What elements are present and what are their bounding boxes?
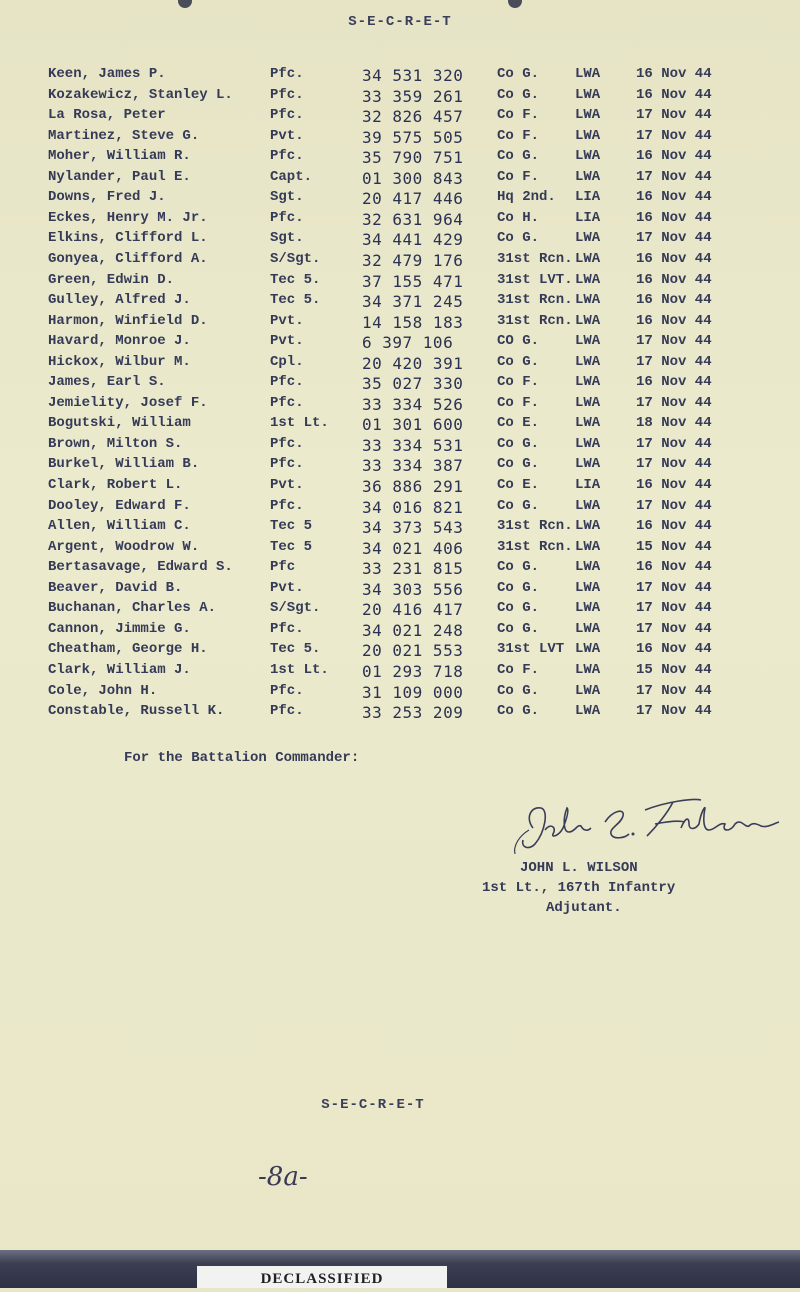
casualty-status: LWA xyxy=(575,86,601,103)
casualty-date: 17 Nov 44 xyxy=(636,682,712,699)
rank: Pfc xyxy=(270,559,296,576)
roster-row xyxy=(0,436,800,456)
casualty-status: LWA xyxy=(575,394,601,411)
casualty-date: 16 Nov 44 xyxy=(636,148,712,165)
person-name: Cannon, Jimmie G. xyxy=(48,620,191,637)
rank: Tec 5. xyxy=(270,271,321,288)
roster-row xyxy=(0,128,800,148)
roster-row xyxy=(0,539,800,559)
casualty-status: LWA xyxy=(575,374,601,391)
serial-number: 34 531 320 xyxy=(362,66,464,85)
casualty-date: 17 Nov 44 xyxy=(636,107,712,124)
casualty-status: LWA xyxy=(575,333,601,350)
serial-number: 32 479 176 xyxy=(362,250,464,270)
roster-row xyxy=(0,621,800,641)
rank: Pvt. xyxy=(270,333,304,350)
casualty-date: 17 Nov 44 xyxy=(636,620,712,637)
person-name: Beaver, David B. xyxy=(48,579,183,596)
person-name: Gonyea, Clifford A. xyxy=(48,250,208,267)
unit: Co G. xyxy=(497,353,540,370)
casualty-status: LWA xyxy=(575,148,601,165)
person-name: Jemielity, Josef F. xyxy=(48,394,208,411)
serial-number: 33 334 387 xyxy=(362,456,464,476)
serial-number: 01 300 843 xyxy=(362,168,464,188)
rank: Tec 5. xyxy=(270,641,321,658)
casualty-date: 17 Nov 44 xyxy=(636,127,712,144)
casualty-date: 16 Nov 44 xyxy=(636,271,712,288)
roster-row xyxy=(0,251,800,271)
rank: Pfc. xyxy=(270,394,304,411)
casualty-status: LWA xyxy=(575,230,601,247)
unit: Hq 2nd. xyxy=(497,189,556,206)
roster-row xyxy=(0,641,800,661)
unit: Co E. xyxy=(497,415,540,432)
rank: Pvt. xyxy=(270,312,304,329)
signature-block xyxy=(478,858,675,918)
casualty-status: LWA xyxy=(575,456,601,473)
casualty-status: LWA xyxy=(575,497,601,514)
serial-number: 20 420 391 xyxy=(362,353,464,373)
person-name: Cheatham, George H. xyxy=(48,641,208,658)
serial-number: 20 021 553 xyxy=(362,641,464,661)
casualty-date: 16 Nov 44 xyxy=(636,477,712,493)
casualty-status: LWA xyxy=(575,250,601,267)
casualty-date: 18 Nov 44 xyxy=(636,415,712,432)
roster-row xyxy=(0,518,800,538)
serial-number: 31 109 000 xyxy=(362,682,464,702)
unit: 31st Rcn. xyxy=(497,538,573,555)
casualty-status: LWA xyxy=(575,353,601,370)
roster-row xyxy=(0,580,800,600)
serial-number: 34 021 406 xyxy=(362,538,464,558)
serial-number: 33 334 531 xyxy=(362,435,464,455)
rank: S/Sgt. xyxy=(270,600,321,617)
person-name: Buchanan, Charles A. xyxy=(48,600,217,617)
serial-number: 34 371 245 xyxy=(362,292,464,312)
unit: 31st LVT. xyxy=(497,271,573,288)
casualty-status: LWA xyxy=(575,538,601,555)
casualty-status: LIA xyxy=(575,477,601,493)
unit: Co G. xyxy=(497,682,540,699)
person-name: Dooley, Edward F. xyxy=(48,497,191,514)
unit: Co E. xyxy=(497,477,540,493)
casualty-date: 15 Nov 44 xyxy=(636,538,712,555)
rank: Tec 5 xyxy=(270,518,313,535)
page-number: -8a- xyxy=(258,1162,308,1192)
casualty-date: 16 Nov 44 xyxy=(636,66,712,82)
serial-number: 33 231 815 xyxy=(362,559,464,579)
person-name: Hickox, Wilbur M. xyxy=(48,353,191,370)
rank: Pfc. xyxy=(270,66,304,82)
casualty-date: 16 Nov 44 xyxy=(636,641,712,658)
casualty-date: 16 Nov 44 xyxy=(636,86,712,103)
casualty-date: 17 Nov 44 xyxy=(636,333,712,350)
unit: Co F. xyxy=(497,374,540,391)
signer-title: Adjutant. xyxy=(546,900,622,916)
serial-number: 20 416 417 xyxy=(362,600,464,620)
roster-row xyxy=(0,230,800,250)
casualty-status: LWA xyxy=(575,107,601,124)
roster-row xyxy=(0,456,800,476)
casualty-date: 17 Nov 44 xyxy=(636,600,712,617)
rank: Pfc. xyxy=(270,86,304,103)
person-name: Harmon, Winfield D. xyxy=(48,312,208,329)
rank: Pfc. xyxy=(270,703,304,720)
casualty-date: 17 Nov 44 xyxy=(636,230,712,247)
casualty-date: 16 Nov 44 xyxy=(636,189,712,206)
person-name: Martinez, Steve G. xyxy=(48,127,200,144)
casualty-date: 17 Nov 44 xyxy=(636,435,712,452)
serial-number: 14 158 183 xyxy=(362,312,464,332)
serial-number: 39 575 505 xyxy=(362,127,464,147)
casualty-status: LWA xyxy=(575,600,601,617)
rank: Tec 5. xyxy=(270,292,321,309)
rank: Sgt. xyxy=(270,230,304,247)
rank: Sgt. xyxy=(270,189,304,206)
unit: Co G. xyxy=(497,620,540,637)
casualty-status: LIA xyxy=(575,189,601,206)
unit: Co F. xyxy=(497,394,540,411)
person-name: Nylander, Paul E. xyxy=(48,168,191,185)
roster-row xyxy=(0,415,800,435)
unit: CO G. xyxy=(497,333,540,350)
person-name: Keen, James P. xyxy=(48,66,166,82)
person-name: Havard, Monroe J. xyxy=(48,333,191,350)
casualty-status: LWA xyxy=(575,518,601,535)
rank: 1st Lt. xyxy=(270,415,329,432)
unit: 31st Rcn. xyxy=(497,518,573,535)
rank: Pfc. xyxy=(270,682,304,699)
unit: Co G. xyxy=(497,148,540,165)
classification-footer: S-E-C-R-E-T xyxy=(321,1097,425,1113)
unit: Co F. xyxy=(497,127,540,144)
casualty-status: LWA xyxy=(575,682,601,699)
casualty-status: LWA xyxy=(575,127,601,144)
roster-row xyxy=(0,333,800,353)
serial-number: 36 886 291 xyxy=(362,477,464,496)
serial-number: 33 334 526 xyxy=(362,394,464,414)
casualty-status: LIA xyxy=(575,209,601,226)
person-name: Moher, William R. xyxy=(48,148,191,165)
person-name: Burkel, William B. xyxy=(48,456,200,473)
classification-header: S-E-C-R-E-T xyxy=(348,14,452,30)
serial-number: 34 016 821 xyxy=(362,497,464,517)
casualty-status: LWA xyxy=(575,312,601,329)
person-name: La Rosa, Peter xyxy=(48,107,166,124)
declassified-stamp: DECLASSIFIED xyxy=(197,1266,447,1288)
person-name: Clark, Robert L. xyxy=(48,477,183,493)
rank: S/Sgt. xyxy=(270,250,321,267)
casualty-status: LWA xyxy=(575,579,601,596)
serial-number: 33 359 261 xyxy=(362,86,464,106)
casualty-status: LWA xyxy=(575,641,601,658)
roster-row xyxy=(0,148,800,168)
casualty-date: 17 Nov 44 xyxy=(636,497,712,514)
rank: Cpl. xyxy=(270,353,304,370)
casualty-date: 17 Nov 44 xyxy=(636,353,712,370)
roster-row xyxy=(0,477,800,497)
unit: Co G. xyxy=(497,600,540,617)
casualty-date: 17 Nov 44 xyxy=(636,703,712,720)
rank: Tec 5 xyxy=(270,538,313,555)
serial-number: 01 301 600 xyxy=(362,415,464,435)
casualty-date: 17 Nov 44 xyxy=(636,394,712,411)
casualty-date: 16 Nov 44 xyxy=(636,374,712,391)
person-name: Bertasavage, Edward S. xyxy=(48,559,233,576)
unit: Co G. xyxy=(497,230,540,247)
casualty-date: 16 Nov 44 xyxy=(636,209,712,226)
casualty-date: 16 Nov 44 xyxy=(636,559,712,576)
casualty-status: LWA xyxy=(575,168,601,185)
roster-row xyxy=(0,292,800,312)
person-name: Gulley, Alfred J. xyxy=(48,292,191,309)
unit: Co F. xyxy=(497,661,540,678)
casualty-status: LWA xyxy=(575,292,601,309)
casualty-status: LWA xyxy=(575,415,601,432)
serial-number: 34 021 248 xyxy=(362,620,464,640)
casualty-status: LWA xyxy=(575,703,601,720)
casualty-status: LWA xyxy=(575,435,601,452)
rank: Pvt. xyxy=(270,579,304,596)
roster-row xyxy=(0,210,800,230)
casualty-date: 17 Nov 44 xyxy=(636,579,712,596)
roster-row xyxy=(0,703,800,723)
casualty-status: LWA xyxy=(575,271,601,288)
casualty-date: 17 Nov 44 xyxy=(636,168,712,185)
unit: Co G. xyxy=(497,66,540,82)
serial-number: 32 631 964 xyxy=(362,209,464,229)
roster-row xyxy=(0,559,800,579)
rank: 1st Lt. xyxy=(270,661,329,678)
roster-row xyxy=(0,66,800,86)
person-name: Elkins, Clifford L. xyxy=(48,230,208,247)
roster-row xyxy=(0,107,800,127)
roster-row xyxy=(0,683,800,703)
unit: Co G. xyxy=(497,86,540,103)
unit: Co G. xyxy=(497,703,540,720)
person-name: James, Earl S. xyxy=(48,374,166,391)
roster-row xyxy=(0,498,800,518)
unit: 31st Rcn. xyxy=(497,312,573,329)
unit: 31st Rcn. xyxy=(497,292,573,309)
unit: 31st Rcn. xyxy=(497,250,573,267)
person-name: Green, Edwin D. xyxy=(48,271,175,288)
roster-row xyxy=(0,169,800,189)
punch-hole xyxy=(508,0,522,8)
rank: Pfc. xyxy=(270,148,304,165)
roster-row xyxy=(0,395,800,415)
casualty-status: LWA xyxy=(575,661,601,678)
person-name: Eckes, Henry M. Jr. xyxy=(48,209,208,226)
signature xyxy=(505,788,795,858)
serial-number: 35 027 330 xyxy=(362,374,464,394)
rank: Pfc. xyxy=(270,107,304,124)
rank: Pfc. xyxy=(270,497,304,514)
person-name: Downs, Fred J. xyxy=(48,189,166,206)
roster-row xyxy=(0,354,800,374)
casualty-status: LWA xyxy=(575,620,601,637)
serial-number: 01 293 718 xyxy=(362,661,464,681)
rank: Pfc. xyxy=(270,374,304,391)
casualty-date: 15 Nov 44 xyxy=(636,661,712,678)
roster-row xyxy=(0,374,800,394)
person-name: Clark, William J. xyxy=(48,661,191,678)
casualty-date: 16 Nov 44 xyxy=(636,312,712,329)
unit: Co G. xyxy=(497,497,540,514)
serial-number: 32 826 457 xyxy=(362,107,464,127)
rank: Pfc. xyxy=(270,456,304,473)
serial-number: 35 790 751 xyxy=(362,148,464,168)
roster-row xyxy=(0,87,800,107)
roster-row xyxy=(0,662,800,682)
serial-number: 37 155 471 xyxy=(362,271,464,291)
unit: Co F. xyxy=(497,107,540,124)
casualty-status: LWA xyxy=(575,559,601,576)
casualty-date: 16 Nov 44 xyxy=(636,518,712,535)
unit: Co G. xyxy=(497,579,540,596)
signer-name: JOHN L. WILSON xyxy=(520,860,638,876)
unit: Co G. xyxy=(497,456,540,473)
roster-row xyxy=(0,272,800,292)
rank: Pvt. xyxy=(270,127,304,144)
person-name: Constable, Russell K. xyxy=(48,703,225,720)
serial-number: 33 253 209 xyxy=(362,703,464,723)
casualty-date: 16 Nov 44 xyxy=(636,250,712,267)
for-battalion-commander: For the Battalion Commander: xyxy=(124,750,360,766)
unit: Co G. xyxy=(497,435,540,452)
unit: Co G. xyxy=(497,559,540,576)
person-name: Bogutski, William xyxy=(48,415,191,432)
roster-row xyxy=(0,189,800,209)
serial-number: 20 417 446 xyxy=(362,189,464,209)
roster-row xyxy=(0,600,800,620)
rank: Pfc. xyxy=(270,435,304,452)
casualty-status: LWA xyxy=(575,66,601,82)
unit: 31st LVT xyxy=(497,641,565,658)
person-name: Brown, Milton S. xyxy=(48,435,183,452)
casualty-date: 17 Nov 44 xyxy=(636,456,712,473)
casualty-date: 16 Nov 44 xyxy=(636,292,712,309)
rank: Pvt. xyxy=(270,477,304,493)
unit: Co F. xyxy=(497,168,540,185)
serial-number: 6 397 106 xyxy=(362,333,454,353)
person-name: Cole, John H. xyxy=(48,682,158,699)
roster-row xyxy=(0,313,800,333)
serial-number: 34 303 556 xyxy=(362,579,464,599)
person-name: Allen, William C. xyxy=(48,518,191,535)
punch-hole xyxy=(178,0,192,8)
rank: Pfc. xyxy=(270,209,304,226)
unit: Co H. xyxy=(497,209,540,226)
signer-rank: 1st Lt., 167th Infantry xyxy=(482,880,676,896)
rank: Capt. xyxy=(270,168,313,185)
person-name: Kozakewicz, Stanley L. xyxy=(48,86,233,103)
person-name: Argent, Woodrow W. xyxy=(48,538,200,555)
serial-number: 34 373 543 xyxy=(362,518,464,538)
serial-number: 34 441 429 xyxy=(362,230,464,250)
rank: Pfc. xyxy=(270,620,304,637)
